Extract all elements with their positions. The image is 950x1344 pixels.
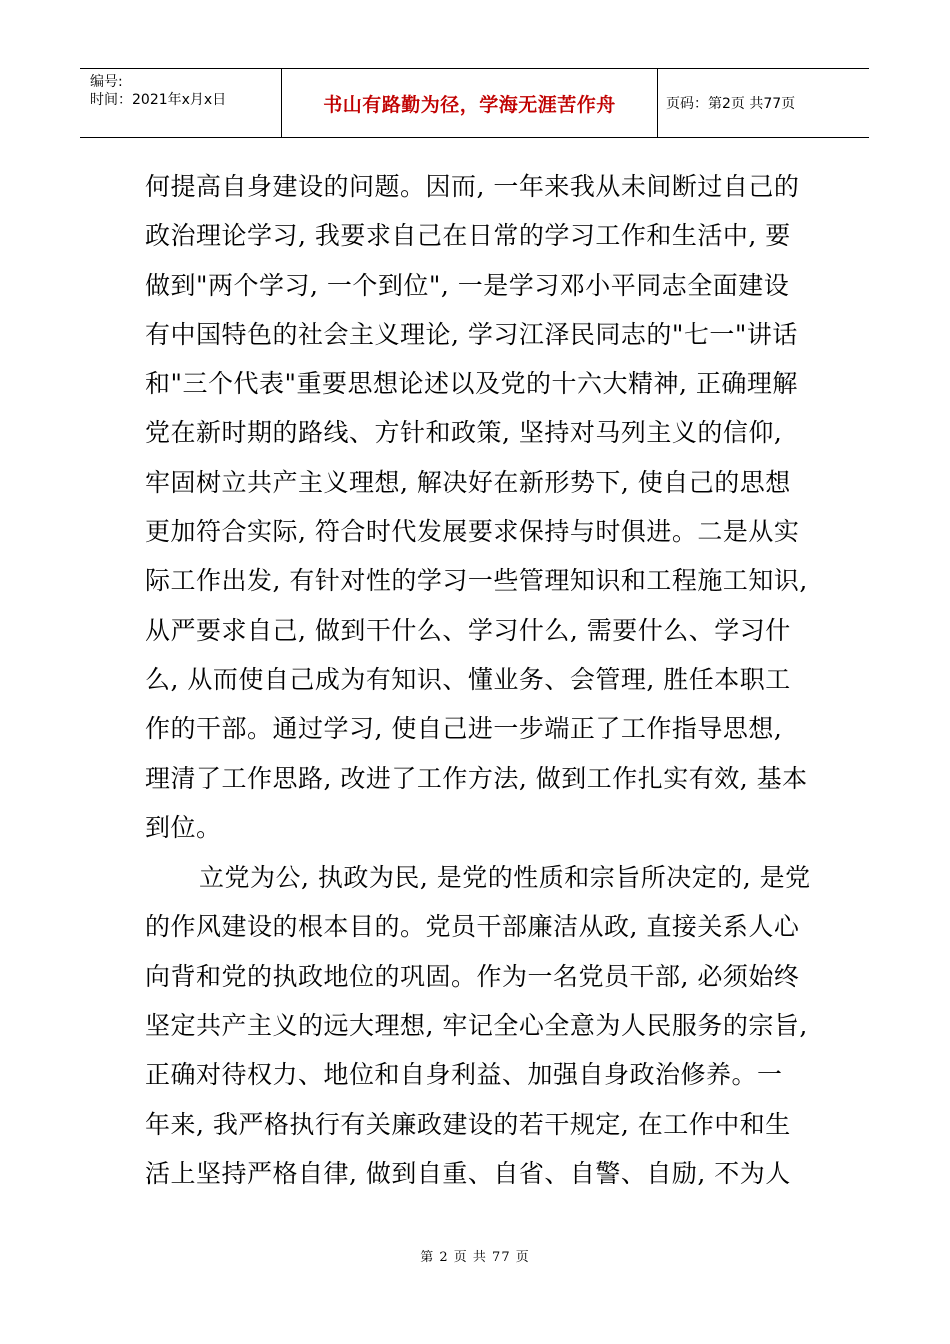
document-body: [145, 162, 825, 1198]
text-line: 政治理论学习, 我要求自己在日常的学习工作和生活中, 要: [145, 221, 791, 251]
paragraph-2: [145, 853, 825, 1198]
text-line: 党在新时期的路线、方针和政策, 坚持对马列主义的信仰,: [145, 418, 783, 448]
text-line: 更加符合实际, 符合时代发展要求保持与时俱进。二是从实: [145, 517, 800, 547]
text-line: 做到"两个学习, 一个到位", 一是学习邓小平同志全面建设: [145, 270, 790, 300]
text-line: 的作风建设的根本目的。党员干部廉洁从政, 直接关系人心: [145, 912, 800, 942]
text-line: 际工作出发, 有针对性的学习一些管理知识和工程施工知识,: [145, 566, 808, 596]
paragraph-1: [145, 162, 825, 852]
header-page-info: 页码：第2页 共77页: [666, 96, 796, 112]
text-line: 何提高自身建设的问题。因而, 一年来我从未间断过自己的: [145, 172, 800, 201]
document-date-label: 时间：2021年x月x日: [90, 92, 227, 108]
text-line: 牢固树立共产主义理想, 解决好在新形势下, 使自己的思想: [145, 467, 791, 497]
text-line: 年来, 我严格执行有关廉政建设的若干规定, 在工作中和生: [145, 1109, 791, 1139]
page-footer: 第 2 页 共 77 页: [420, 1250, 530, 1265]
text-line: 坚定共产主义的远大理想, 牢记全心全意为人民服务的宗旨,: [145, 1011, 808, 1041]
text-line: 到位。: [145, 812, 222, 842]
header-meta: [80, 69, 282, 137]
text-line: 和"三个代表"重要思想论述以及党的十六大精神, 正确理解: [145, 369, 798, 399]
document-number-label: 编号:: [90, 74, 123, 90]
text-line: 理清了工作思路, 改进了工作方法, 做到工作扎实有效, 基本: [145, 763, 808, 793]
text-line: 么, 从而使自己成为有知识、懂业务、会管理, 胜任本职工: [145, 664, 791, 694]
text-line: 立党为公, 执政为民, 是党的性质和宗旨所决定的, 是党: [199, 863, 811, 893]
text-line: 活上坚持严格自律, 做到自重、自省、自警、自励, 不为人: [145, 1158, 791, 1188]
text-line: 作的干部。通过学习, 使自己进一步端正了工作指导思想,: [145, 714, 783, 744]
page-header: [80, 68, 869, 138]
text-line: 正确对待权力、地位和自身利益、加强自身政治修养。一: [145, 1060, 783, 1090]
text-line: 向背和党的执政地位的巩固。作为一名党员干部, 必须始终: [145, 961, 800, 991]
text-line: 有中国特色的社会主义理论, 学习江泽民同志的"七一"讲话: [145, 319, 798, 349]
header-motto: 书山有路勤为径，学海无涯苦作舟: [282, 69, 658, 137]
text-line: 从严要求自己, 做到干什么、学习什么, 需要什么、学习什: [145, 615, 791, 645]
